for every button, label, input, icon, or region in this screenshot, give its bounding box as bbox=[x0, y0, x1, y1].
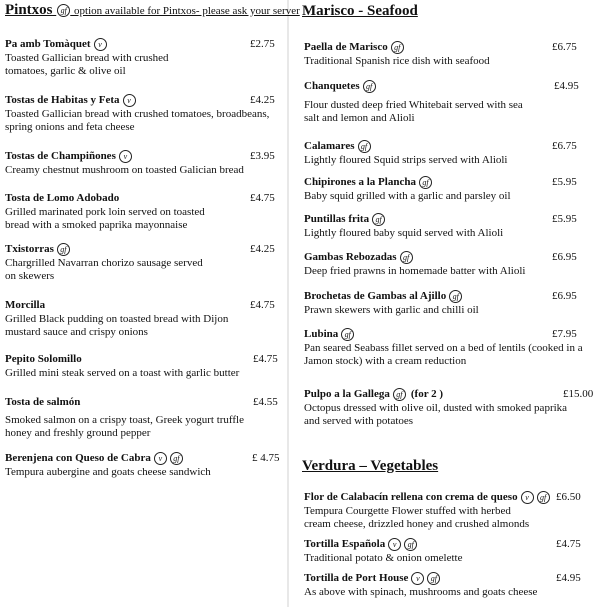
item-description: Flour dusted deep fried Whitebait served with sea salt and lemon and Alioli bbox=[304, 99, 523, 124]
item-description: Lightly floured baby squid served with Alioli bbox=[304, 227, 504, 239]
item-price: £7.95 bbox=[552, 328, 577, 340]
item-description: Grilled marinated pork loin served on toasted bread with a smoked paprika mayonnaise bbox=[5, 206, 205, 231]
menu-item bbox=[5, 395, 285, 440]
item-name: Pepito Solomillo bbox=[5, 353, 82, 365]
menu-item bbox=[304, 175, 594, 203]
gf-badge-icon: gf bbox=[358, 140, 371, 153]
item-description: Creamy chestnut mushroom on toasted Galician bread bbox=[5, 164, 244, 176]
item-description: Deep fried prawns in homemade batter with Alioli bbox=[304, 265, 526, 277]
menu-item bbox=[5, 242, 280, 283]
item-price: £ 4.75 bbox=[252, 452, 280, 464]
seafood-vegetables-column bbox=[300, 0, 600, 607]
item-price: £4.95 bbox=[554, 80, 579, 92]
item-price: £4.75 bbox=[556, 538, 581, 550]
gf-badge-icon: gf bbox=[400, 251, 413, 264]
item-description: Toasted Gallician bread with crushed tomatoes, broadbeans, spring onions and feta cheese bbox=[5, 108, 270, 133]
item-name: Paella de Marisco bbox=[304, 41, 388, 53]
gf-badge-icon: gf bbox=[57, 4, 70, 17]
item-price: £4.75 bbox=[253, 353, 278, 365]
item-serving-note: (for 2 ) bbox=[410, 388, 444, 400]
gf-badge-icon: gf bbox=[341, 328, 354, 341]
item-name: Txistorras bbox=[5, 243, 54, 255]
item-description: Tempura aubergine and goats cheese sandwich bbox=[5, 466, 211, 478]
item-price: £4.25 bbox=[250, 243, 275, 255]
item-description: Toasted Gallician bread with crushed tomatoes, garlic & olive oil bbox=[5, 52, 169, 77]
gf-badge-icon: gf bbox=[372, 213, 385, 226]
item-name: Chanquetes bbox=[304, 80, 360, 92]
menu-item bbox=[5, 191, 280, 232]
menu-item bbox=[304, 250, 594, 278]
item-price: £6.50 bbox=[556, 491, 581, 503]
item-name: Gambas Rebozadas bbox=[304, 251, 397, 263]
menu-item bbox=[5, 93, 280, 134]
item-price: £6.75 bbox=[552, 41, 577, 53]
menu-item bbox=[304, 537, 596, 565]
menu-item bbox=[5, 298, 280, 339]
item-price: £6.95 bbox=[552, 290, 577, 302]
item-name: Calamares bbox=[304, 140, 355, 152]
item-price: £4.55 bbox=[253, 396, 278, 408]
menu-item bbox=[304, 212, 594, 240]
item-price: £15.00 bbox=[563, 388, 594, 400]
vegetarian-badge-icon: v bbox=[154, 452, 167, 465]
menu-item bbox=[5, 451, 285, 479]
item-price: £5.95 bbox=[552, 213, 577, 225]
gf-badge-icon: gf bbox=[170, 452, 183, 465]
item-price: £3.95 bbox=[250, 150, 275, 162]
item-name: Tosta de Lomo Adobado bbox=[5, 192, 120, 204]
item-name: Pa amb Tomàquet bbox=[5, 38, 91, 50]
menu-item bbox=[304, 387, 598, 428]
menu-item bbox=[304, 571, 596, 599]
menu-item bbox=[304, 490, 596, 531]
item-price: £5.95 bbox=[552, 176, 577, 188]
pintxos-title: Pintxos bbox=[5, 2, 53, 18]
item-description: Chargrilled Navarran chorizo sausage served on skewers bbox=[5, 257, 203, 282]
vegetarian-badge-icon: v bbox=[123, 94, 136, 107]
gf-badge-icon: gf bbox=[449, 290, 462, 303]
vegetarian-badge-icon: v bbox=[411, 572, 424, 585]
menu-item bbox=[5, 37, 280, 78]
gf-badge-icon: gf bbox=[427, 572, 440, 585]
gf-badge-icon: gf bbox=[404, 538, 417, 551]
item-name: Flor de Calabacín rellena con crema de queso bbox=[304, 491, 518, 503]
item-name: Tostas de Habitas y Feta bbox=[5, 94, 120, 106]
item-description: Smoked salmon on a crispy toast, Greek yogurt truffle honey and freshly ground pepper bbox=[5, 414, 244, 439]
gf-badge-icon: gf bbox=[393, 388, 406, 401]
item-price: £6.75 bbox=[552, 140, 577, 152]
item-description: Traditional potato & onion omelette bbox=[304, 552, 463, 564]
item-name: Tostas de Champiñones bbox=[5, 150, 116, 162]
item-description: Pan seared Seabass fillet served on a bed of lentils (cooked in a Jamon stock) with a cream reduction bbox=[304, 342, 583, 367]
item-name: Tortilla Española bbox=[304, 538, 386, 550]
item-description: Prawn skewers with garlic and chilli oil bbox=[304, 304, 479, 316]
menu-item bbox=[304, 40, 594, 68]
item-price: £4.75 bbox=[250, 192, 275, 204]
item-price: £4.75 bbox=[250, 299, 275, 311]
item-description: Traditional Spanish rice dish with seafood bbox=[304, 55, 490, 67]
vegetarian-badge-icon: v bbox=[521, 491, 534, 504]
menu-item bbox=[304, 289, 594, 317]
gf-badge-icon: gf bbox=[57, 243, 70, 256]
item-price: £6.95 bbox=[552, 251, 577, 263]
item-name: Chipirones a la Plancha bbox=[304, 176, 416, 188]
pintxos-note: option available for Pintxos- please ask your server bbox=[74, 5, 300, 17]
gf-badge-icon: gf bbox=[419, 176, 432, 189]
item-description: Grilled mini steak served on a toast with garlic butter bbox=[5, 367, 240, 379]
item-name: Lubina bbox=[304, 328, 339, 340]
menu-item bbox=[304, 79, 594, 125]
item-description: Grilled Black pudding on toasted bread with Dijon mustard sauce and crispy onions bbox=[5, 313, 229, 338]
item-price: £2.75 bbox=[250, 38, 275, 50]
vegetarian-badge-icon: v bbox=[94, 38, 107, 51]
item-description: Lightly floured Squid strips served with Alioli bbox=[304, 154, 508, 166]
item-name: Tosta de salmón bbox=[5, 396, 81, 408]
item-name: Tortilla de Port House bbox=[304, 572, 409, 584]
menu-item bbox=[304, 327, 594, 368]
item-name: Brochetas de Gambas al Ajillo bbox=[304, 290, 447, 302]
vegetarian-badge-icon: v bbox=[119, 150, 132, 163]
pintxos-heading bbox=[5, 2, 300, 19]
item-name: Pulpo a la Gallega bbox=[304, 388, 390, 400]
item-description: Baby squid grilled with a garlic and parsley oil bbox=[304, 190, 511, 202]
item-description: As above with spinach, mushrooms and goats cheese bbox=[304, 586, 538, 598]
item-price: £4.25 bbox=[250, 94, 275, 106]
item-description: Tempura Courgette Flower stuffed with herbed cream cheese, drizzled honey and crushed almonds bbox=[304, 505, 530, 530]
item-name: Puntillas frita bbox=[304, 213, 370, 225]
gf-badge-icon: gf bbox=[537, 491, 550, 504]
menu-item bbox=[5, 352, 285, 380]
vegetarian-badge-icon: v bbox=[388, 538, 401, 551]
item-name: Berenjena con Queso de Cabra bbox=[5, 452, 151, 464]
verdura-heading: Verdura – Vegetables bbox=[302, 458, 439, 474]
gf-badge-icon: gf bbox=[391, 41, 404, 54]
marisco-heading: Marisco - Seafood bbox=[302, 3, 418, 19]
item-name: Morcilla bbox=[5, 299, 46, 311]
item-price: £4.95 bbox=[556, 572, 581, 584]
gf-badge-icon: gf bbox=[363, 80, 376, 93]
menu-item bbox=[5, 149, 280, 177]
menu-item bbox=[304, 139, 594, 167]
item-description: Octopus dressed with olive oil, dusted with smoked paprika and served with potatoes bbox=[304, 402, 568, 427]
